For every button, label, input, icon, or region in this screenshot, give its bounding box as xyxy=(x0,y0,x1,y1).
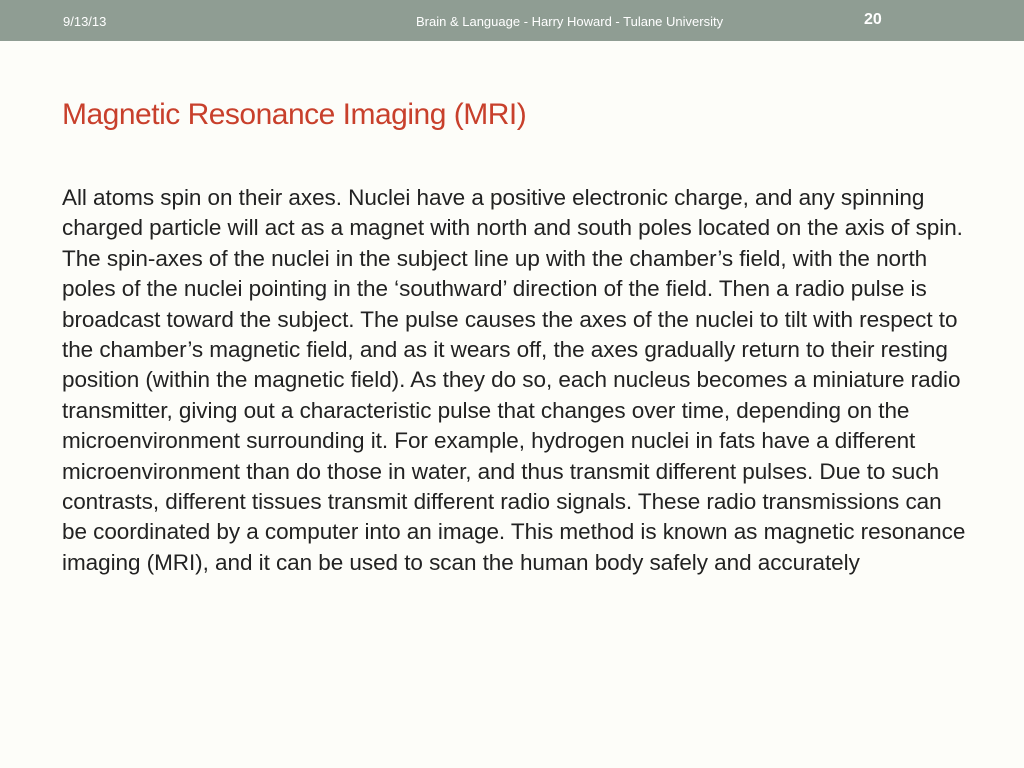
slide-body-text: All atoms spin on their axes. Nuclei have a positive electronic charge, and any spinning charged particle will act as a magnet with north and south poles located on the axis of spin. The spin-axes of the nuclei in the subject line up with the chamber’s field, with the north poles of the nuclei pointing in the ‘southward’ direction of the field. Then a radio pulse is broadcast toward the subject. The pulse causes the axes of the nuclei to tilt with respect to the chamber’s magnetic field, and as it wears off, the axes gradually return to their resting position (within the magnetic field). As they do so, each nucleus becomes a miniature radio transmitter, giving out a characteristic pulse that changes over time, depending on the microenvironment surrounding it. For example, hydrogen nuclei in fats have a different microenvironment than do those in water, and thus transmit different pulses. Due to such contrasts, different tissues transmit different radio signals. These radio transmissions can be coordinated by a computer into an image. This method is known as magnetic resonance imaging (MRI), and it can be used to scan the human body safely and accurately xyxy=(62,185,966,575)
slide-title: Magnetic Resonance Imaging (MRI) xyxy=(62,98,527,131)
header-bar xyxy=(0,0,1024,41)
slide-page-number: 20 xyxy=(864,11,882,28)
slide-footer-text: Brain & Language - Harry Howard - Tulane University xyxy=(416,14,724,29)
slide-date: 9/13/13 xyxy=(63,14,107,29)
